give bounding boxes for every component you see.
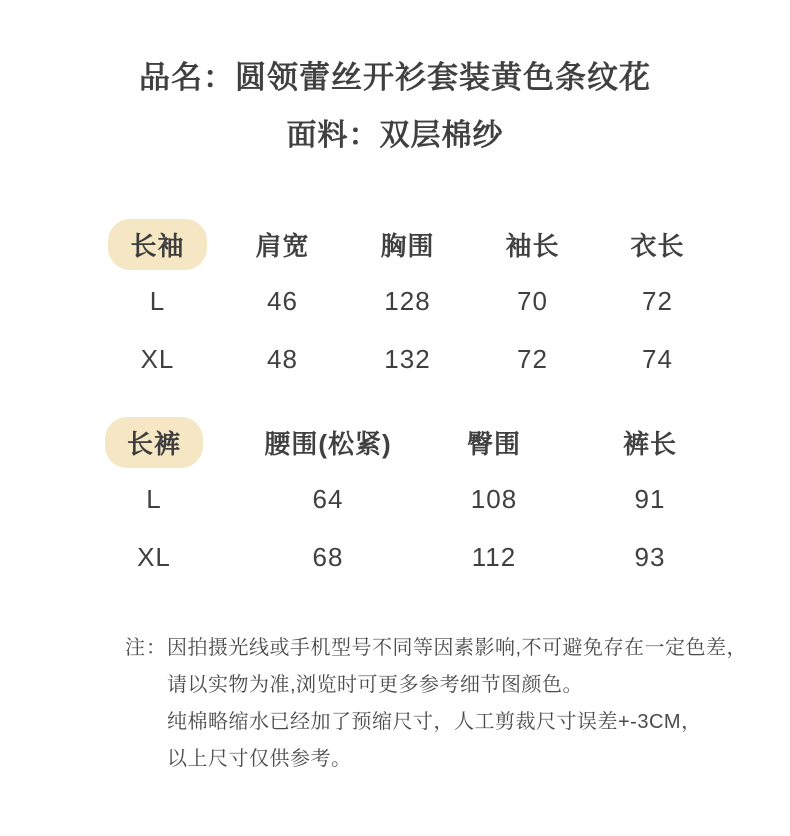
note-line-4: 以上尺寸仅供参考。 bbox=[167, 748, 352, 770]
table-value: 74 bbox=[642, 343, 673, 374]
table-value: 128 bbox=[384, 285, 431, 316]
table-value: 64 bbox=[312, 483, 344, 514]
note-prefix: 注： bbox=[125, 637, 167, 659]
fabric-line: 面料：双层棉纱 bbox=[286, 119, 504, 152]
table-value: 72 bbox=[642, 285, 673, 316]
title-block bbox=[0, 0, 790, 154]
column-header-waist: 腰围(松紧) bbox=[264, 428, 392, 459]
size-label: L bbox=[146, 483, 162, 514]
note-line-3: 纯棉略缩水已经加了预缩尺寸，人工剪裁尺寸误差+-3CM， bbox=[167, 711, 702, 733]
table-value: 72 bbox=[517, 343, 548, 374]
note-section bbox=[125, 630, 750, 778]
table-value: 108 bbox=[470, 483, 518, 514]
note-line-1: 因拍摄光线或手机型号不同等因素影响,不可避免存在一定色差， bbox=[167, 637, 748, 659]
column-header-sleeve-length: 袖长 bbox=[505, 230, 560, 261]
table-value: 70 bbox=[517, 285, 548, 316]
table-value: 93 bbox=[634, 541, 666, 572]
long-sleeve-size-table bbox=[95, 216, 720, 388]
table-value: 46 bbox=[267, 285, 298, 316]
note-line-2: 请以实物为准,浏览时可更多参考细节图颜色。 bbox=[167, 674, 584, 696]
table-value: 112 bbox=[471, 541, 517, 572]
long-pants-label-pill: 长裤 bbox=[105, 417, 203, 468]
column-header-bust: 胸围 bbox=[380, 230, 435, 261]
size-label: XL bbox=[140, 343, 175, 374]
long-sleeve-label-pill: 长袖 bbox=[108, 219, 206, 270]
table-value: 132 bbox=[384, 343, 431, 374]
column-header-garment-length: 衣长 bbox=[630, 230, 685, 261]
size-label: XL bbox=[137, 541, 171, 572]
table-label-cell bbox=[95, 414, 213, 470]
column-header-shoulder: 肩宽 bbox=[255, 230, 310, 261]
note-lines bbox=[167, 630, 750, 778]
product-name-line: 品名：圆领蕾丝开衫套装黄色条纹花 bbox=[139, 60, 651, 95]
column-header-hip: 臀围 bbox=[466, 428, 521, 459]
column-header-pants-length: 裤长 bbox=[622, 428, 677, 459]
table-value: 48 bbox=[267, 343, 298, 374]
size-label: L bbox=[149, 285, 166, 316]
table-label-cell bbox=[95, 216, 220, 272]
table-value: 91 bbox=[634, 483, 666, 514]
long-pants-size-table bbox=[95, 414, 755, 586]
table-value: 68 bbox=[312, 541, 344, 572]
